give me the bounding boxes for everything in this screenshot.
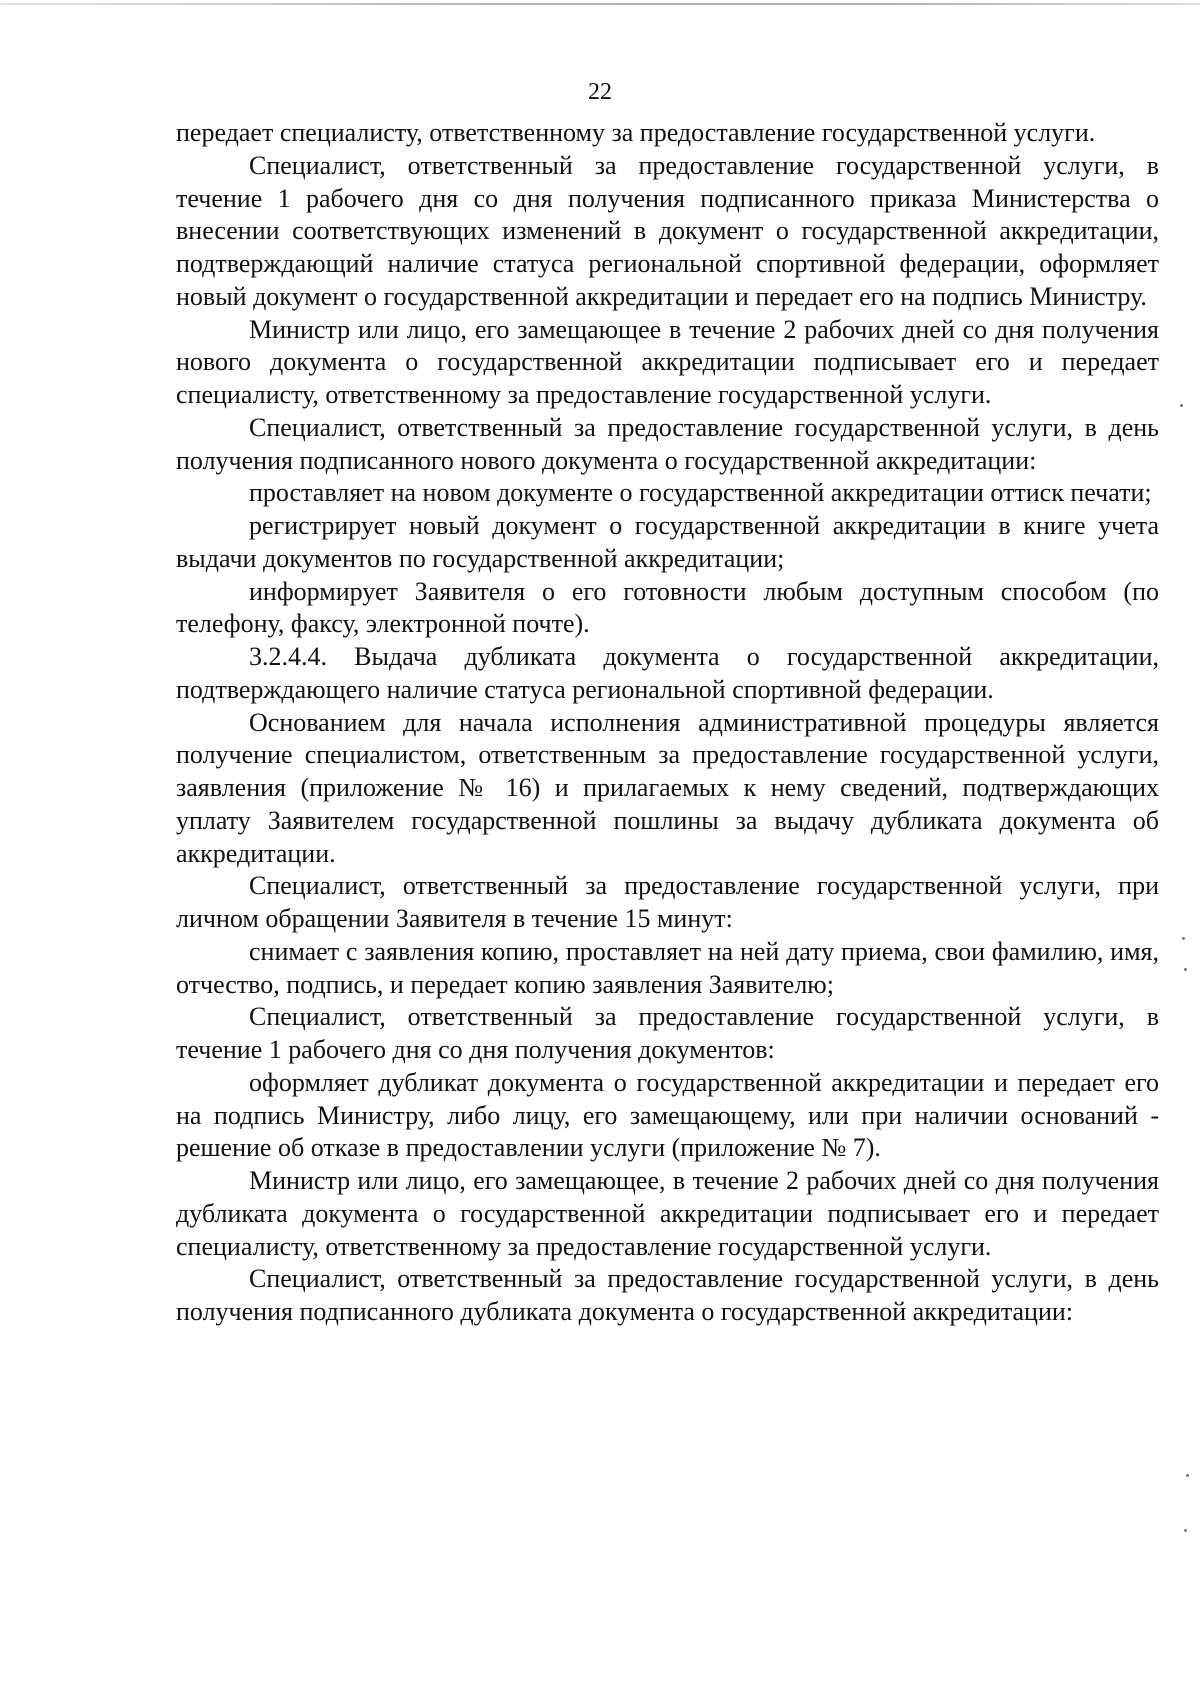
- paragraph: Специалист, ответственный за предоставление государственной услуги, в день получения подписанного нового документа о государственной аккредитации:: [176, 412, 1159, 475]
- paragraph: оформляет дубликат документа о государственной аккредитации и передает его на подпись Министру, либо лицу, его замещающему, или при наличии оснований - решение об отказе в предоставлении услуги (приложение № 7).: [176, 1067, 1159, 1163]
- paragraph: Специалист, ответственный за предоставление государственной услуги, в течение 1 рабочего дня со дня получения подписанного приказа Министерства о внесении соответствующих изменений в документ о государственной аккредитации, подтверждающий наличие статуса региональной спортивной федерации, оформляет новый документ о государственной аккредитации и передает его на подпись Министру.: [176, 150, 1159, 311]
- paragraph: Министр или лицо, его замещающее в течение 2 рабочих дней со дня получения нового документа о государственной аккредитации подписывает его и передает специалисту, ответственному за предоставление государственной услуги.: [176, 314, 1159, 409]
- paragraph: Министр или лицо, его замещающее, в течение 2 рабочих дней со дня получения дубликата документа о государственной аккредитации подписывает его и передает специалисту, ответственному за предоставление государственной услуги.: [176, 1166, 1159, 1261]
- scan-speck: [1184, 968, 1187, 971]
- paragraph: Основанием для начала исполнения административной процедуры является получение специалистом, ответственным за предоставление государственной услуги, заявления (приложение № 16) и прилагаемых к нему сведений, подтверждающих уплату Заявителем государственной пошлины за выдачу дубликата документа об аккредитации.: [176, 707, 1159, 868]
- paragraph: 3.2.4.4. Выдача дубликата документа о государственной аккредитации, подтверждающего наличие статуса региональной спортивной федерации.: [176, 642, 1159, 704]
- scan-speck: [1180, 404, 1183, 407]
- paragraph: снимает с заявления копию, проставляет на ней дату приема, свои фамилию, имя, отчество, подпись, и передает копию заявления Заявителю;: [176, 936, 1159, 999]
- page-number: 22: [588, 79, 612, 105]
- paragraph: Специалист, ответственный за предоставление государственной услуги, в день получения подписанного дубликата документа о государственной аккредитации:: [176, 1264, 1159, 1326]
- paragraph: проставляет на новом документе о государственной аккредитации оттиск печати;: [249, 478, 1152, 508]
- scan-speck: [1186, 1474, 1189, 1477]
- scan-speck: [1184, 1529, 1187, 1532]
- paragraph: Специалист, ответственный за предоставление государственной услуги, при личном обращении Заявителя в течение 15 минут:: [176, 871, 1159, 933]
- scan-speck: [1182, 937, 1185, 940]
- paragraph: передает специалисту, ответственному за предоставление государственной услуги.: [176, 118, 1096, 147]
- document-body: [176, 117, 1159, 1329]
- paragraph: информирует Заявителя о его готовности любым доступным способом (по телефону, факсу, электронной почте).: [176, 576, 1159, 639]
- paragraph: Специалист, ответственный за предоставление государственной услуги, в течение 1 рабочего дня со дня получения документов:: [176, 1002, 1159, 1064]
- paragraph: регистрирует новый документ о государственной аккредитации в книге учета выдачи документов по государственной аккредитации;: [176, 511, 1159, 573]
- scan-top-edge: [0, 3, 1200, 5]
